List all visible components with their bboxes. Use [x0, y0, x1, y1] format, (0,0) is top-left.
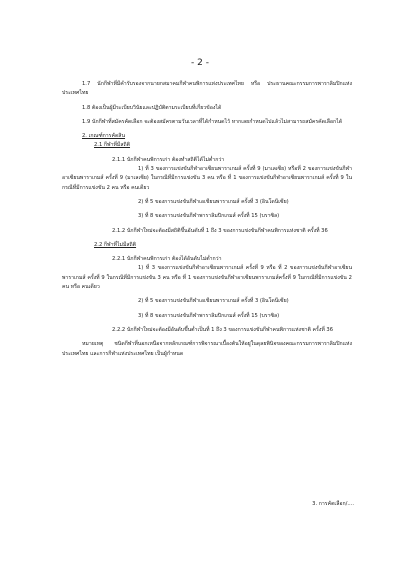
subheading-2-1: 2.1 กีฬาที่มีสถิติ [94, 142, 131, 149]
item-2-1-1-2: 2) ที่ 5 ของการแข่งขันกีฬาเอเชียนพาราเกมส์ ครั้งที่ 3 (อินโดนีเซีย) [138, 198, 289, 205]
item-2-2-1-3: 3) ที่ 8 ของการแข่งขันกีฬาพาราลิมปิกเกมส์ ครั้งที่ 15 (บราซิล) [138, 312, 280, 319]
section-heading-criteria: 2. เกณฑ์การคัดสิน [82, 133, 126, 140]
continuation-marker: 3. การคัดเลือก/.... [312, 501, 354, 507]
remark-note: หมายเหตุ ชนิดกีฬาที่นอกเหนือจากหลักเกณฑ์การพิจารณาเบื้องต้นให้อยู่ในดุลยพินิจของคณะกรรมการพาราลิมปิกแห่งประเทศไทย และการกีฬาแห่งประเทศไทย เป็นผู้กำหนด [62, 341, 352, 357]
clause-1-7: 1.7 นักกีฬาที่มีคำรับรองจากนายกสมาคมกีฬาคนพิการแห่งประเทศไทย หรือ ประธานคณะกรรมการพาราลิมปิกแห่งประเทศไทย [62, 81, 352, 97]
item-2-1-1-1: 1) ที่ 3 ของการแข่งขันกีฬาอาเซียนพาราเกมส์ ครั้งที่ 9 (มาเลเซีย) หรือที่ 2 ของการแข่งขันกีฬาอาเซียนพาราเกมส์ ครั้งที่ 9 (มาเลเซีย) ในกรณีที่มีการแข่งขัน 3 คน หรือ ที่ 1 ของการแข่งขันกีฬาอาเซียนพาราเกมส์ ครั้งที่ 9 ในกรณีที่มีการแข่งขัน 2 คน หรือ คนเดียว [62, 166, 352, 191]
clause-2-1-2: 2.1.2 นักกีฬาใหม่จะต้องมีสถิติขึ้นอันดับที่ 1 ถึง 3 ของการแข่งขันกีฬาคนพิการแห่งชาติ ครั้งที่ 36 [112, 227, 328, 234]
clause-2-2-2: 2.2.2 นักกีฬาใหม่จะต้องมีอันดับขึ้นต่ำเป็นที่ 1 ถึง 3 ของการแข่งขันกีฬาคนพิการแห่งชาติ ครั้งที่ 36 [112, 326, 334, 333]
item-2-2-1-2: 2) ที่ 5 ของการแข่งขันกีฬาเอเชียนพาราเกมส์ ครั้งที่ 3 (อินโดนีเซีย) [138, 298, 289, 305]
item-2-1-1-3: 3) ที่ 8 ของการแข่งขันกีฬาพาราลิมปิกเกมส์ ครั้งที่ 15 (บราซิล) [138, 213, 280, 220]
clause-2-2-1: 2.2.1 นักกีฬาคนพิการเก่า ต้องได้อันดับไม่ต่ำกว่า [112, 256, 222, 263]
clause-1-9: 1.9 นักกีฬาที่สมัครคัดเลือก จะต้องสมัครตามวันเวลาที่ได้กำหนดไว้ หากเลยกำหนดไปแล้วไม่สามารถสมัครคัดเลือกได้ [82, 118, 343, 125]
item-2-2-1-1: 1) ที่ 3 ของการแข่งขันกีฬาอาเซียนพาราเกมส์ ครั้งที่ 9 หรือ ที่ 2 ของการแข่งขันกีฬาอาเซียนพาราเกมส์ ครั้งที่ 9 ในกรณีที่มีการแข่งขัน 3 คน หรือ ที่ 1 ของการแข่งขันกีฬาอาเซียนพาราเกมส์ครั้งที่ 9 ในกรณีที่มีการแข่งขัน 2 คน หรือ คนเดียว [62, 265, 352, 291]
subheading-2-2: 2.2 กีฬาที่ไม่มีสถิติ [94, 241, 137, 248]
document-body [62, 80, 352, 359]
clause-1-8: 1.8 ต้องเป็นผู้มีระเบียบวินัยและปฏิบัติตามระเบียบที่เกี่ยวข้องได้ [82, 104, 222, 111]
page-number: - 2 - [191, 58, 209, 68]
clause-2-1-1: 2.1.1 นักกีฬาคนพิการเก่า ต้องทำสถิติได้ไม่ต่ำกว่า [112, 156, 225, 163]
